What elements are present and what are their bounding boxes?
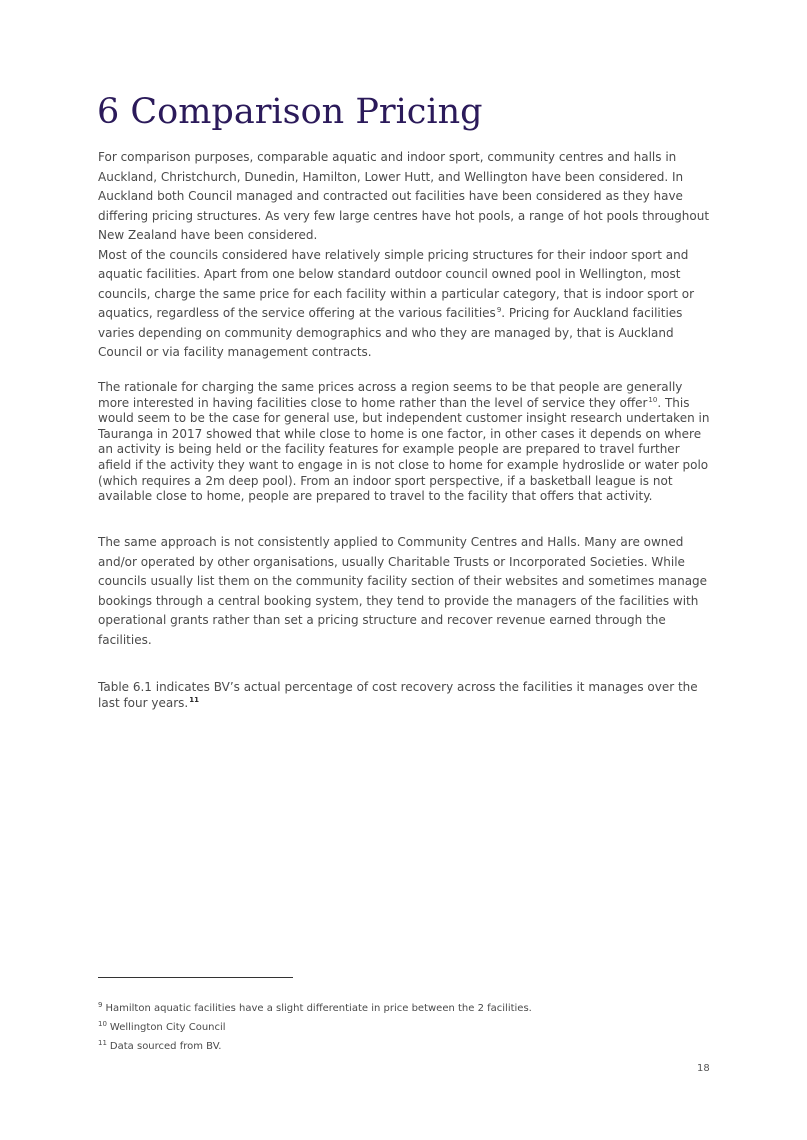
body-text-community-centres <box>98 533 710 650</box>
page-number: 18 <box>697 1063 710 1074</box>
footnote-number: 10 <box>98 1019 107 1028</box>
footnote-text: Data sourced from BV. <box>109 1041 222 1052</box>
paragraph-text: Most of the councils considered have relatively simple pricing structures for their indoor sport and aquatic facilities. Apart from one below standard outdoor council owned pool in Wellington, most councils, charge the same price for each facility within a particular category, that is indoor sport or aquatics, regardless of the service offering at the various facilities <box>98 247 695 320</box>
footnote-number: 9 <box>98 1000 103 1009</box>
footnote-item <box>98 1038 698 1057</box>
paragraph-text: Table 6.1 indicates BV’s actual percentage of cost recovery across the facilities it manages over the last four years. <box>98 680 698 710</box>
paragraph-text: . This would seem to be the case for general use, but independent customer insight research undertaken in Tauranga in 2017 showed that while close to home is one factor, in other cases it depends on where an activity is being held or the facility features for example people are prepared to travel further afield if the activity they want to engage in is not close to home for example hydroslide or water polo (which requires a 2m deep pool). From an indoor sport perspective, if a basketball league is not available close to home, people are prepared to travel to the facility that offers that activity. <box>98 395 710 504</box>
body-text-table-intro <box>98 680 710 711</box>
page-title: 6 Comparison Pricing <box>97 92 483 132</box>
footnote-number: 11 <box>98 1038 107 1047</box>
paragraph-text: . Pricing for Auckland facilities varies depending on community demographics and who they are managed by, that is Auckland Council or via facility management contracts. <box>98 306 683 359</box>
paragraph-pricing-structures <box>98 246 710 363</box>
footnote-reference[interactable]: 9 <box>496 306 502 314</box>
paragraph-comparison-purposes: For comparison purposes, comparable aquatic and indoor sport, community centres and halls in Auckland, Christchurch, Dunedin, Hamilton, Lower Hutt, and Wellington have been considered. In Auckland both Council managed and contracted out facilities have been considered as they have differing pricing structures. As very few large centres have hot pools, a range of hot pools throughout New Zealand have been considered. <box>98 150 710 242</box>
body-text-rationale <box>98 380 710 505</box>
paragraph-community-centres: The same approach is not consistently applied to Community Centres and Halls. Many are owned and/or operated by other organisations, usually Charitable Trusts or Incorporated Societies. While councils usually list them on the community facility section of their websites and sometimes manage bookings through a central booking system, they tend to provide the managers of the facilities with operational grants rather than set a pricing structure and recover revenue earned through the facilities. <box>98 535 708 647</box>
paragraph-rationale <box>98 380 710 505</box>
paragraph-table-intro <box>98 680 710 711</box>
footnote-text: Wellington City Council <box>109 1022 226 1033</box>
footnote-divider <box>98 977 293 978</box>
footnotes <box>98 1000 698 1057</box>
footnote-reference[interactable]: 10 <box>648 395 658 404</box>
footnote-item <box>98 1000 698 1019</box>
body-text-pricing-structures <box>98 148 710 363</box>
footnote-reference[interactable]: 11 <box>189 695 199 704</box>
footnote-item <box>98 1019 698 1038</box>
paragraph-text: The rationale for charging the same prices across a region seems to be that people are generally more interested in having facilities close to home rather than the level of service they offer <box>98 380 683 410</box>
footnote-text: Hamilton aquatic facilities have a slight differentiate in price between the 2 facilities. <box>105 1003 532 1014</box>
